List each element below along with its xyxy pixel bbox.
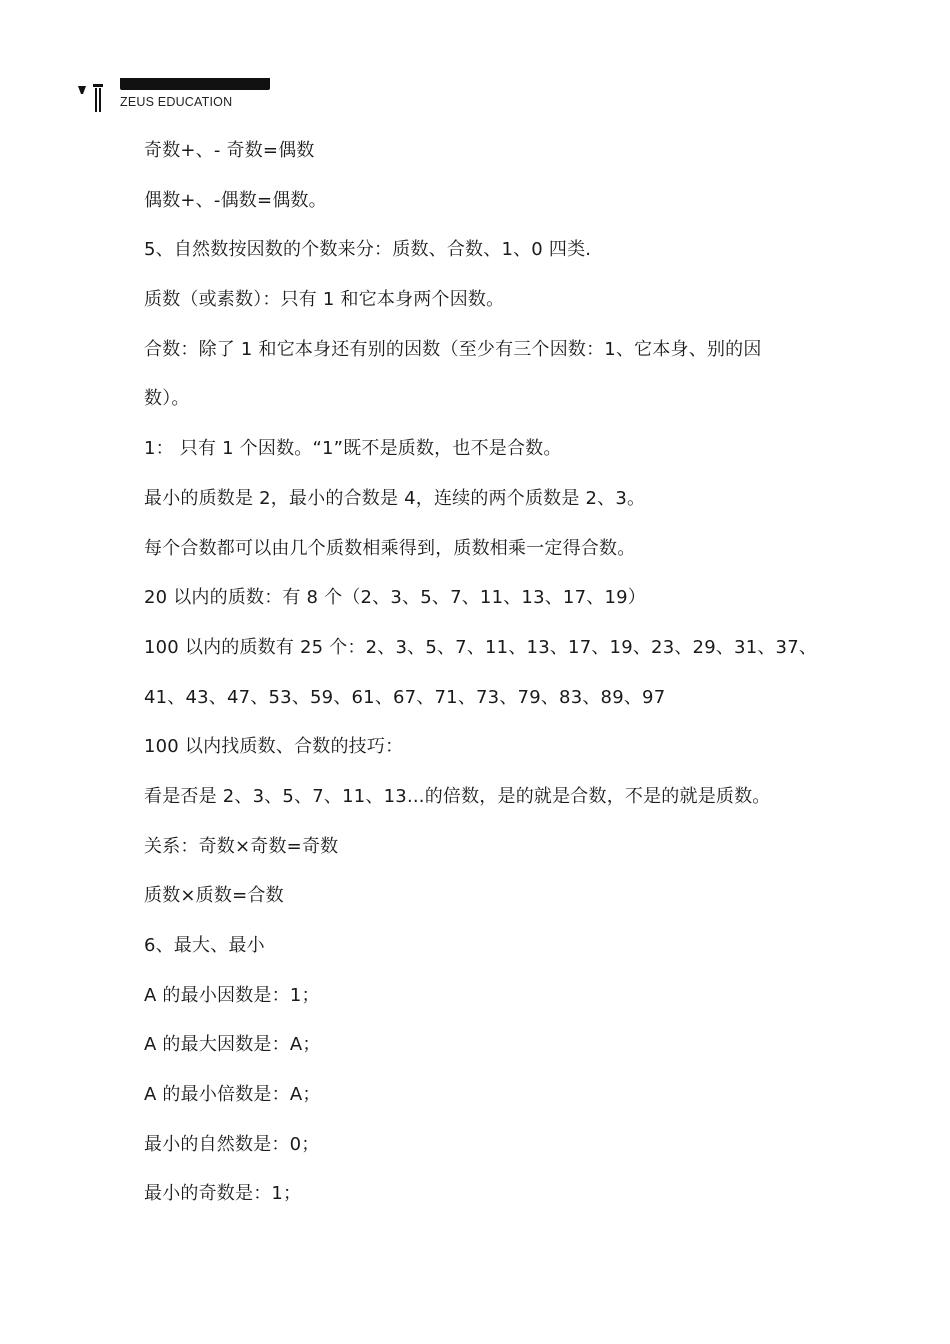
text-line: 质数（或素数）：只有 1 和它本身两个因数。 xyxy=(144,289,505,311)
text-line: 合数：除了 1 和它本身还有别的因数（至少有三个因数：1、它本身、别的因 xyxy=(144,338,762,360)
text-line: 最小的质数是 2，最小的合数是 4，连续的两个质数是 2、3。 xyxy=(144,487,646,509)
text-line: 每个合数都可以由几个质数相乘得到，质数相乘一定得合数。 xyxy=(144,537,636,559)
text-line: A 的最小因数是：1； xyxy=(144,984,320,1006)
text-line: 偶数+、-偶数=偶数。 xyxy=(144,189,327,211)
text-line: 5、自然数按因数的个数来分：质数、合数、1、0 四类. xyxy=(144,239,592,261)
logo-subtitle: ZEUS EDUCATION xyxy=(120,95,233,109)
text-line: 最小的奇数是：1； xyxy=(144,1183,302,1205)
text-line: 41、43、47、53、59、61、67、71、73、79、83、89、97 xyxy=(144,686,666,708)
text-line: 关系：奇数×奇数=奇数 xyxy=(144,835,339,857)
text-line: 100 以内的质数有 25 个：2、3、5、7、11、13、17、19、23、29、31、37、 xyxy=(144,636,818,658)
text-line: 最小的自然数是：0； xyxy=(144,1133,320,1155)
zeus-logo-icon xyxy=(78,80,104,112)
text-line: 100 以内找质数、合数的技巧： xyxy=(144,736,404,758)
text-line: 6、最大、最小 xyxy=(144,935,265,956)
page-header xyxy=(78,78,258,114)
text-line: 奇数+、- 奇数=偶数 xyxy=(144,140,315,161)
text-line: 看是否是 2、3、5、7、11、13...的倍数，是的就是合数，不是的就是质数。 xyxy=(144,785,771,807)
text-line: A 的最大因数是：A； xyxy=(144,1034,321,1056)
text-line: 数）。 xyxy=(144,388,190,410)
text-line: 20 以内的质数：有 8 个（2、3、5、7、11、13、17、19） xyxy=(144,587,646,609)
text-line: 质数×质数=合数 xyxy=(144,885,284,907)
text-line: 1： 只有 1 个因数。“1”既不是质数，也不是合数。 xyxy=(144,438,562,460)
logo-wordmark xyxy=(120,78,270,92)
document-body xyxy=(144,126,824,1219)
text-line: A 的最小倍数是：A； xyxy=(144,1084,321,1106)
